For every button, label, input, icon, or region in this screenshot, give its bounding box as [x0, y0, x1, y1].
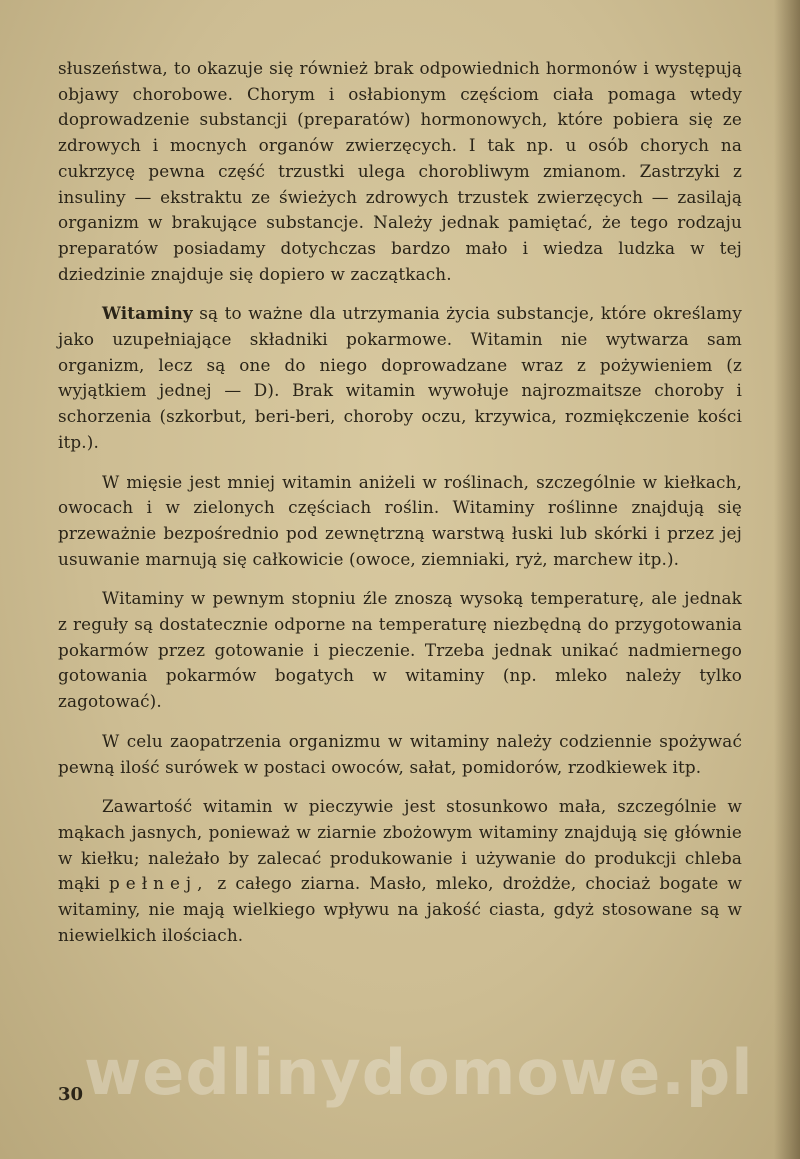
paragraph-vitamins-temperature — [58, 586, 742, 715]
paragraph-text: są to ważne dla utrzymania życia substancje, które określamy jako uzupełniające składniki pokarmowe. Witamin nie wytwarza sam organizm, lecz są one do niego doprowadzane wraz z pożywieniem (z wyjątkiem jednej — D). Brak witamin wywołuje najrozmaitsze choroby i schorzenia (szkorbut, beri-beri, choroby oczu, krzywica, rozmiękczenie kości itp.). — [58, 303, 742, 452]
paragraph-vitamins-definition — [58, 301, 742, 455]
paragraph-hormones — [58, 56, 742, 287]
paragraph-spaced-word: pełnej, — [109, 873, 209, 894]
watermark: wedlinydomowe.pl — [84, 1036, 754, 1109]
paragraph-vitamins-supply — [58, 729, 742, 780]
page-number: 30 — [58, 1084, 84, 1105]
paragraph-text: słuszeństwa, to okazuje się również brak odpowiednich hormonów i występują objawy chorobowe. Chorym i osłabionym częściom ciała pomaga wtedy doprowadzenie substancji (preparatów) hormonowych, które pobiera się ze zdrowych i mocnych organów zwierzęcych. I tak np. u osób chorych na cukrzycę pewna część trzustki ulega chorobliwym zmianom. Zastrzyki z insuliny — ekstraktu ze świeżych zdrowych trzustek zwierzęcych — zasilają organizm w brakujące substancje. Należy jednak pamiętać, że tego rodzaju preparatów posiadamy dotychczas bardzo mało i wiedza ludzka w tej dziedzinie znajduje się dopiero w zaczątkach. — [58, 58, 742, 284]
paragraph-text: W celu zaopatrzenia organizmu w witaminy należy codziennie spożywać pewną ilość surówek w postaci owoców, sałat, pomidorów, rzodkiewek itp. — [58, 730, 742, 777]
paragraph-text: W mięsie jest mniej witamin aniżeli w roślinach, szczególnie w kiełkach, owocach i w zielonych częściach roślin. Witaminy roślinne znajdują się przeważnie bezpośrednio pod zewnętrzną warstwą łuski lub skórki i przez jej usuwanie marnują się całkowicie (owoce, ziemniaki, ryż, marchew itp.). — [58, 471, 742, 569]
paragraph-text: Zawartość witamin w pieczywie jest stosunkowo mała, szczególnie w mąkach jasnych, ponieważ w ziarnie zbożowym witaminy znajdują się głównie w kiełku; należało by zalecać produkowanie i używanie do produkcji chleba mąki — [58, 796, 742, 894]
paragraph-lead-term: Witaminy — [102, 303, 193, 324]
paragraph-text: Witaminy w pewnym stopniu źle znoszą wysoką temperaturę, ale jednak z reguły są dostatecznie odporne na temperaturę niezbędną do przygotowania pokarmów przez gotowanie i pieczenie. Trzeba jednak unikać nadmiernego gotowania pokarmów bogatych w witaminy (np. mleko należy tylko zagotować). — [58, 588, 742, 712]
paragraph-vitamins-in-plants — [58, 470, 742, 573]
paragraph-vitamins-bread — [58, 794, 742, 948]
paragraph-text: z całego ziarna. Masło, mleko, drożdże, chociaż bogate w witaminy, nie mają wielkiego wpływu na jakość ciasta, gdyż stosowane są w niewielkich ilościach. — [58, 873, 742, 945]
